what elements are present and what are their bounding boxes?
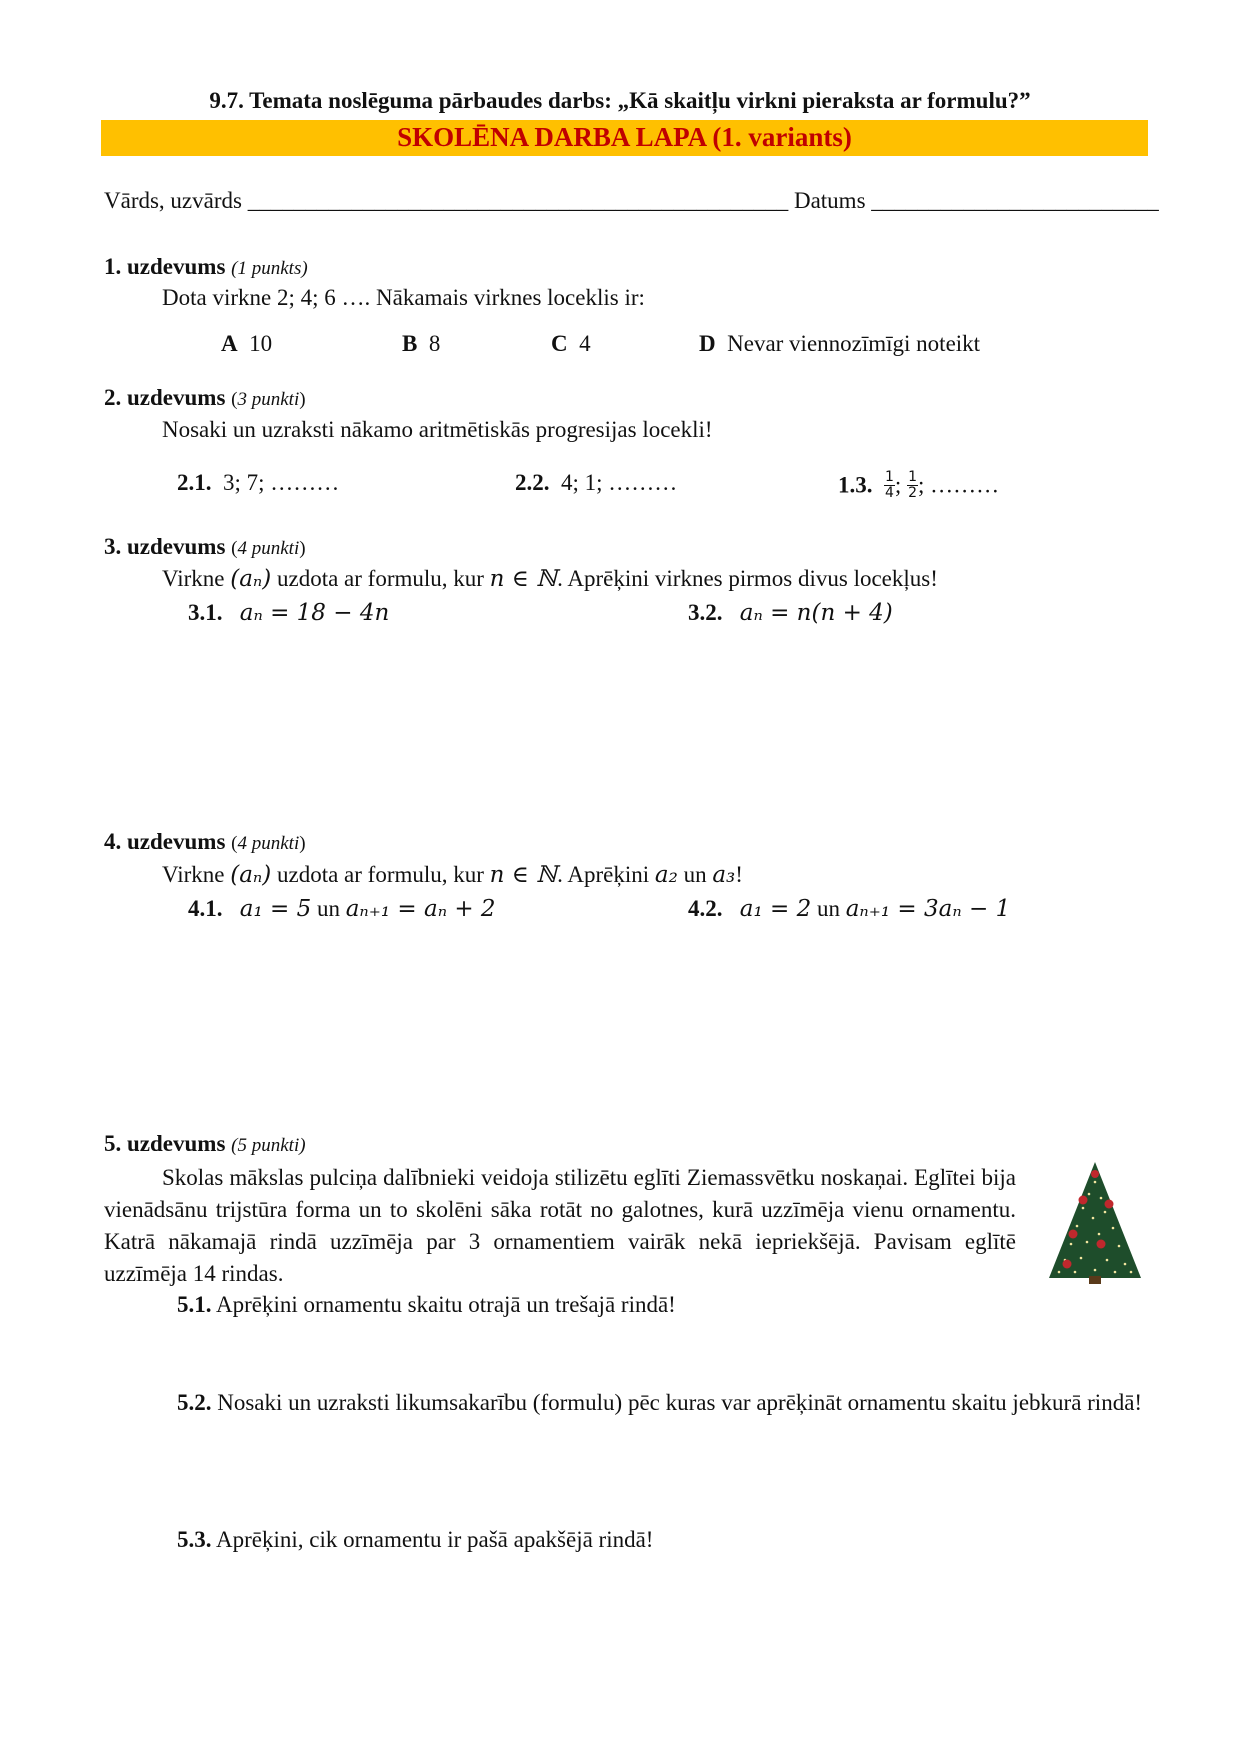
task2-item-2: 2.2. 4; 1; ……… — [515, 470, 678, 495]
task5-title: 5. uzdevums — [104, 1131, 226, 1156]
task5-heading — [104, 1131, 306, 1157]
task1-points: (1 punkts) — [231, 258, 308, 279]
task1-option-c: C 4 — [551, 331, 591, 356]
christmas-tree-icon — [1045, 1160, 1145, 1292]
name-label: Vārds, uzvārds — [104, 188, 242, 213]
task4-text: Virkne (aₙ) uzdota ar formulu, kur n ∈ ℕ. Aprēķini a₂ un a₃! — [162, 862, 743, 888]
task2-item-1: 2.1. 3; 7; ……… — [177, 470, 340, 495]
task1-option-d: D Nevar viennozīmīgi noteikt — [699, 331, 981, 356]
task1-text: Dota virkne 2; 4; 6 …. Nākamais virknes loceklis ir: — [162, 285, 645, 310]
task5-paragraph: Skolas mākslas pulciņa dalībnieki veidoja stilizētu eglīti Ziemassvētku noskaņai. Eglītei bija vienādsānu trijstūra forma un to skolēni sāka rotāt no galotnes, kurā uzzīmēja vienu ornamentu. Katrā nākamajā rindā uzzīmēja par 3 ornamentiem vairāk nekā iepriekšējā. Pavisam eglītē uzzīmēja 14 rindas. — [104, 1165, 1016, 1286]
task3-item-1: 3.1. aₙ = 18 − 4n — [188, 600, 390, 626]
task2-title: 2. uzdevums — [104, 385, 226, 410]
task1-title: 1. uzdevums — [104, 254, 226, 279]
date-field[interactable]: _________________________ — [871, 188, 1159, 213]
fraction-one-half: $\frac{1}{2}$ — [908, 469, 917, 501]
task4-item-2: 4.2. a₁ = 2 un aₙ₊₁ = 3aₙ − 1 — [688, 896, 1011, 922]
page-title: 9.7. Temata noslēguma pārbaudes darbs: „Kā skaitļu virkni pieraksta ar formulu?” — [209, 88, 1031, 113]
task2-text: Nosaki un uzraksti nākamo aritmētiskās progresijas locekli! — [162, 417, 713, 442]
task3-item-2: 3.2. aₙ = n(n + 4) — [688, 600, 893, 626]
task1-heading — [104, 254, 308, 280]
task3-text: Virkne (aₙ) uzdota ar formulu, kur n ∈ ℕ. Aprēķini virknes pirmos divus locekļus! — [162, 566, 938, 592]
task4-title: 4. uzdevums — [104, 829, 226, 854]
task4-points: 4 punkti — [237, 833, 300, 854]
task3-points: 4 punkti — [237, 538, 300, 559]
task1-option-b: B 8 — [402, 331, 441, 356]
task5-points: (5 punkti) — [231, 1135, 306, 1156]
task1-option-a: A 10 — [221, 331, 273, 356]
name-field[interactable]: _______________________________________________ — [247, 188, 789, 213]
task5-question-3: 5.3. Aprēķini, cik ornamentu ir pašā apakšējā rindā! — [177, 1527, 654, 1552]
task2-item-3: 1.3. $\frac{1}{4}$ ; $\frac{1}{2}$ ; ……… — [838, 469, 1000, 501]
task5-question-2: 5.2. Nosaki un uzraksti likumsakarību (formulu) pēc kuras var aprēķināt ornamentu skaitu jebkurā rindā! — [177, 1390, 1143, 1415]
task4-heading: 4. uzdevums (4 punkti) — [104, 829, 306, 854]
task4-item-1: 4.1. a₁ = 5 un aₙ₊₁ = aₙ + 2 — [188, 896, 496, 922]
date-label: Datums — [793, 188, 866, 213]
task2-heading: 2. uzdevums (3 punkti) — [104, 385, 306, 410]
task3-title: 3. uzdevums — [104, 534, 226, 559]
task5-question-1: 5.1. Aprēķini ornamentu skaitu otrajā un trešajā rindā! — [177, 1292, 676, 1317]
student-line — [104, 188, 1159, 214]
task3-heading: 3. uzdevums (4 punkti) — [104, 534, 306, 559]
task2-points: 3 punkti — [237, 389, 300, 410]
worksheet-banner-text: SKOLĒNA DARBA LAPA (1. variants) — [397, 122, 852, 152]
fraction-one-quarter: $\frac{1}{4}$ — [885, 469, 894, 501]
